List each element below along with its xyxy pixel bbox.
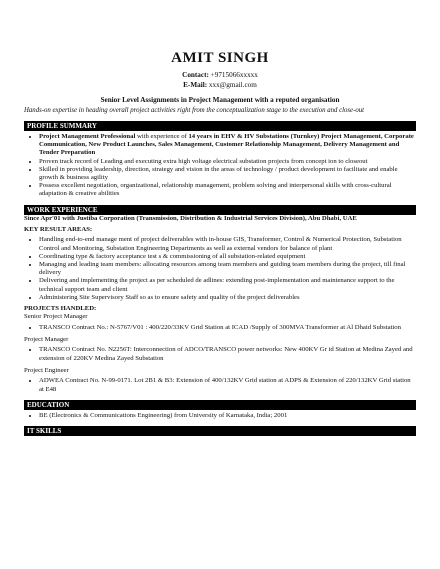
projects-heading: PROJECTS HANDLED: — [24, 305, 97, 313]
contact-line — [24, 70, 416, 80]
candidate-name: AMIT SINGH — [171, 50, 269, 66]
email-value: xxx@gmail.com — [208, 81, 257, 89]
profile-item — [39, 133, 416, 158]
section-profile-summary: PROFILE SUMMARY — [24, 121, 416, 131]
profile-lead: Project Management Professional — [39, 133, 136, 140]
kra-list — [24, 236, 416, 302]
project-list — [24, 346, 416, 362]
project-item: • TRANSCO Contract No.: N-5767/V01 : 400/220/33KV Grid Station at ICAD /Supply of 300MVA Transformer at Al Dhaid Substation — [39, 324, 416, 332]
role-title: Senior Project Manager — [24, 313, 88, 321]
profile-item: • Skilled in providing leadership, direction, strategy and vision in the areas of technology / product development to facilitate and enable growth & business agility — [39, 166, 416, 182]
profile-mid: with experience of — [135, 133, 189, 140]
profile-years: 14 years — [188, 133, 213, 140]
kra-item: • Delivering and implementing the project as per scheduled de adlines: extending post-implementation and maintenance support to the technical support team and client — [39, 277, 416, 293]
education-item: • BE (Electronics & Communications Engineering) from University of Karnataka, India; 2001 — [39, 412, 416, 420]
profile-list — [24, 133, 416, 199]
section-education: EDUCATION — [24, 400, 416, 410]
role-title: Project Manager — [24, 336, 69, 344]
headline: Senior Level Assignments in Project Management with a reputed organisation — [100, 96, 340, 104]
project-item: • ADWEA Contract No. N-99-0171. Lot 2B1 & B3: Extension of 400/132KV Grid station at ADPS & Extension of 220/132KV Grid station at E48 — [39, 377, 416, 393]
section-work-experience: WORK EXPERIENCE — [24, 205, 416, 215]
profile-rest: in EHV & HV Substations (Turnkey) Project Management, Corporate Communication, New Product Launches, Sales Management, Customer Relationship Management, Delivery Management and Tender Preparation — [39, 133, 414, 157]
contact-value: +9715066xxxxx — [210, 71, 258, 79]
tagline: Hands-on expertise in heading overall project activities right from the conceptualization stage to the execution and close-out — [24, 107, 365, 114]
kra-item: • Administering Site Supervisory Staff so as to ensure safety and quality of the project deliverables — [39, 294, 416, 302]
project-list — [24, 324, 416, 332]
role-title: Project Engineer — [24, 366, 69, 374]
profile-item: • Proven track record of Leading and executing extra high voltage electrical substation projects from concept ion to closeout — [39, 158, 416, 166]
education-list — [24, 412, 416, 420]
profile-item: • Possess excellent negotiation, organizational, relationship management, problem solving and interpersonal skills with cross-cultural adaptation & creative abilities — [39, 182, 416, 198]
employer-line: Since Apr'01 with Justiba Corporation (Transmission, Distribution & Industrial Services Division), Abu Dhabi, UAE — [24, 214, 357, 222]
contact-label: Contact: — [182, 71, 209, 79]
project-item: • TRANSCO Contract No. N2256T: Interconnection of ADCO/TRANSCO power networks: New 400KV Gr id Station at Medina Zayed and extension of 220KV Medina Zayed Substation — [39, 346, 416, 362]
email-label: E-Mail: — [183, 81, 208, 89]
kra-item: • Handling end-to-end manage ment of project deliverables with in-house GIS, Transformer, Control & Numerical Protection, Substation Control and Monitoring, Substation Engineering Departments as well as external vendors for balance of plant — [39, 236, 416, 252]
project-list — [24, 377, 416, 393]
kra-heading: KEY RESULT AREAS: — [24, 226, 93, 234]
email-line — [24, 80, 416, 90]
kra-item: • Coordinating type & factory acceptance test s & commissioning of all substation-related equipment — [39, 253, 416, 261]
kra-item: • Managing and leading team members: allocating resources among team members and guiding team members during the project, till final delivery — [39, 261, 416, 277]
section-it-skills: IT SKILLS — [24, 426, 416, 436]
